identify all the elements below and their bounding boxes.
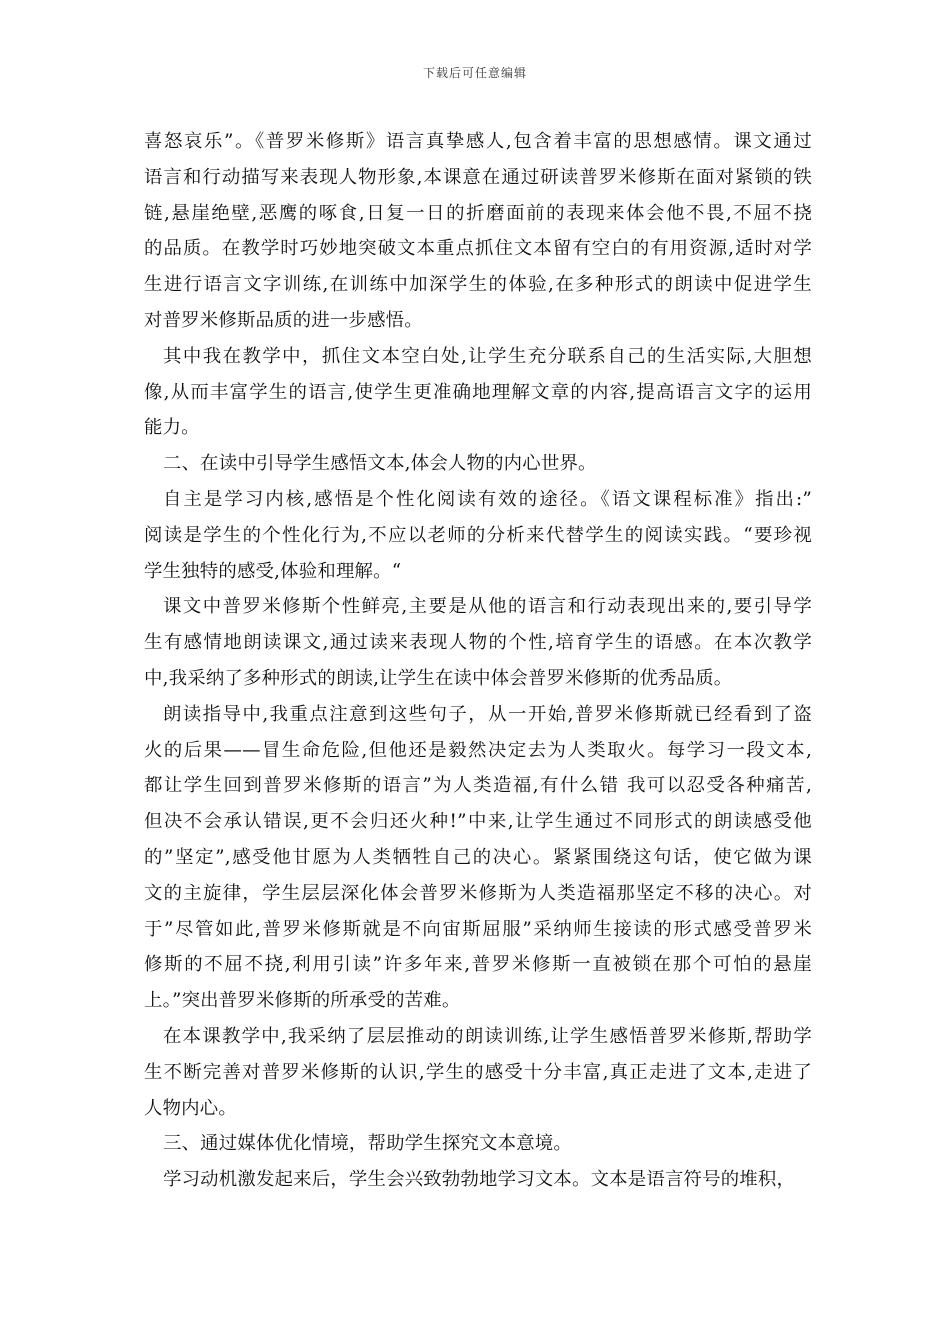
text-line: 课文中普罗米修斯个性鲜亮,主要是从他的语言和行动表现出来的,要引导学 [163,596,812,618]
text-line: 在本课教学中,我采纳了层层推动的朗读训练,让学生感悟普罗米修斯,帮助学 [163,1025,812,1047]
text-line: 朗读指导中,我重点注意到这些句子，从一开始,普罗米修斯就已经看到了盗 [163,703,812,725]
text-line: 自主是学习内核,感悟是个性化阅读有效的途径。《语文课程标准》指出:” [163,488,812,510]
text-line: 语言和行动描写来表现人物形象,本课意在通过研读普罗米修斯在面对紧锁的铁 [144,166,812,188]
text-line: 链,悬崖绝壁,恶鹰的啄食,日复一日的折磨面前的表现来体会他不畏,不屈不挠 [144,202,812,224]
text-line: 的品质。在教学时巧妙地突破文本重点抓住文本留有空白的有用资源,适时对学 [144,238,812,260]
text-line: 能力。 [144,417,200,439]
paragraph [144,1126,812,1162]
text-line: 对普罗米修斯品质的进一步感悟。 [144,309,423,331]
text-line: 但决不会承认错误,更不会归还火种!”中来,让学生通过不同形式的朗读感受他 [144,811,812,833]
text-line: 像,从而丰富学生的语言,使学生更准确地理解文章的内容,提高语言文字的运用 [144,381,812,403]
text-line: 生有感情地朗读课文,通过读来表现人物的个性,培育学生的语感。在本次教学 [144,632,812,654]
text-line: 生不断完善对普罗米修斯的认识,学生的感受十分丰富,真正走进了文本,走进了 [144,1061,812,1083]
paragraph [144,1162,812,1198]
text-line: 都让学生回到普罗米修斯的语言”为人类造福,有什么错 我可以忍受各种痛苦, [144,775,812,797]
text-line: 学生独特的感受,体验和理解。“ [144,560,402,582]
paragraph [144,1019,812,1126]
paragraph [144,124,812,339]
text-line: 二、在读中引导学生感悟文本,体会人物的内心世界。 [163,453,597,475]
page-header: 下载后可任意编辑 [422,66,527,80]
text-line: 中,我采纳了多种形式的朗读,让学生在读中体会普罗米修斯的优秀品质。 [144,667,733,689]
paragraph [144,339,812,446]
paragraph [144,589,812,696]
text-line: 三、通过媒体优化情境，帮助学生探究文本意境。 [163,1133,572,1155]
paragraph [144,697,812,1019]
text-line: 文的主旋律，学生层层深化体会普罗米修斯为人类造福那坚定不移的决心。对 [144,882,812,904]
text-line: 修斯的不屈不挠,利用引读”许多年来,普罗米修斯一直被锁在那个可怕的悬崖 [144,954,812,976]
text-line: 于”尽管如此,普罗米修斯就是不向宙斯屈服”采纳师生接读的形式感受普罗米 [144,918,812,940]
text-line: 的”坚定”,感受他甘愿为人类牺牲自己的决心。紧紧围绕这句话，使它做为课 [144,846,812,868]
paragraph [144,482,812,589]
text-line: 生进行语言文字训练,在训练中加深学生的体验,在多种形式的朗读中促进学生 [144,274,812,296]
text-line: 火的后果——冒生命危险,但他还是毅然决定去为人类取火。每学习一段文本, [144,739,812,761]
text-line: 上。”突出普罗米修斯的所承受的苦难。 [144,990,461,1012]
text-line: 学习动机激发起来后，学生会兴致勃勃地学习文本。文本是语言符号的堆积， [163,1169,796,1191]
text-line: 人物内心。 [144,1097,237,1119]
text-line: 其中我在教学中，抓住文本空白处,让学生充分联系自己的生活实际,大胆想 [163,345,812,367]
text-line: 阅读是学生的个性化行为,不应以老师的分析来代替学生的阅读实践。“要珍视 [144,524,812,546]
paragraph [144,446,812,482]
document-body [144,124,812,1198]
text-line: 喜怒哀乐”。《普罗米修斯》语言真挚感人,包含着丰富的思想感情。课文通过 [144,131,812,152]
